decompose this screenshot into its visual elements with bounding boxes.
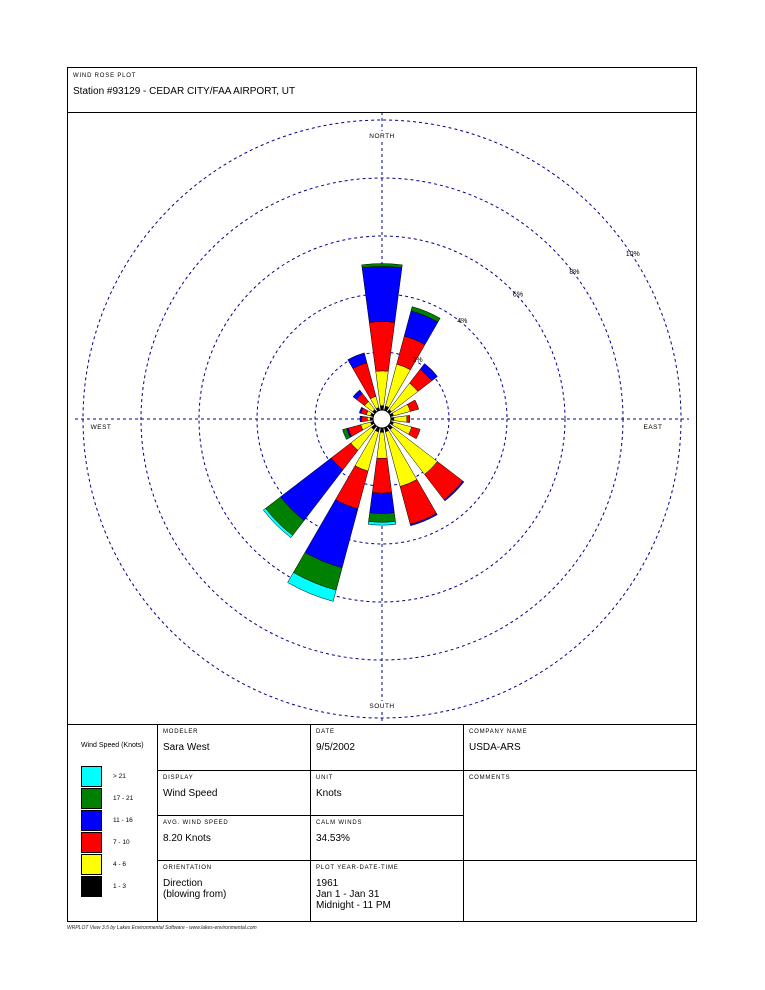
- plot-time-value: 1961 Jan 1 - Jan 31 Midnight - 11 PM: [316, 878, 391, 911]
- ring-label-10pct: 10%: [625, 251, 640, 259]
- orientation-cell: [158, 861, 310, 922]
- unit-value: Knots: [316, 788, 342, 799]
- petal-s-bin-4: [369, 513, 396, 523]
- company-cell: [464, 725, 697, 770]
- calm-winds-value: 34.53%: [316, 833, 350, 844]
- calm-winds-label: CALM WINDS: [316, 820, 363, 826]
- date-value: 9/5/2002: [316, 742, 355, 753]
- calm-circle: [373, 410, 391, 428]
- legend-swatch-7-10: [81, 832, 102, 853]
- petal-w-bin-1: [367, 417, 370, 421]
- report-caption: WIND ROSE PLOT: [73, 73, 137, 79]
- avg-speed-cell: [158, 816, 310, 860]
- station-title: Station #93129 - CEDAR CITY/FAA AIRPORT, UT: [73, 86, 296, 97]
- modeler-cell: [158, 725, 310, 770]
- petal-n-bin-1: [376, 371, 389, 406]
- legend-label-7-10: 7 - 10: [113, 839, 130, 846]
- legend-swatch-4-6: [81, 854, 102, 875]
- petal-e-bin-2: [407, 415, 410, 422]
- ring-label-6pct: 6%: [512, 291, 524, 299]
- ring-label-2pct: 2%: [412, 357, 423, 365]
- display-value: Wind Speed: [163, 788, 218, 799]
- legend-label-gt21: > 21: [113, 773, 126, 780]
- legend-label-1-3: 1 - 3: [113, 883, 127, 890]
- compass-west: WEST: [90, 424, 112, 431]
- legend-label-4-6: 4 - 6: [113, 861, 127, 868]
- petal-n-bin-2: [369, 322, 394, 372]
- comments-cell: [464, 771, 697, 860]
- display-cell: [158, 771, 310, 816]
- legend-swatch-17-21: [81, 788, 102, 809]
- display-label: DISPLAY: [163, 775, 194, 781]
- unit-label: UNIT: [316, 775, 334, 781]
- legend-title: Wind Speed (Knots): [81, 742, 144, 749]
- legend-swatch-1-3: [81, 876, 102, 897]
- date-label: DATE: [316, 729, 335, 735]
- legend-label-17-21: 17 - 21: [113, 795, 134, 802]
- modeler-label: MODELER: [163, 729, 199, 735]
- software-credit: WRPLOT View 3.5 by Lakes Environmental Software - www.lakes-environmental.com: [67, 925, 257, 931]
- legend-label-11-16: 11 - 16: [113, 817, 133, 824]
- wind-rose-chart: [68, 113, 696, 723]
- petal-n-bin-0: [380, 406, 383, 410]
- report-header: [68, 68, 696, 113]
- company-label: COMPANY NAME: [469, 729, 528, 735]
- petal-s-bin-2: [372, 458, 391, 493]
- legend-swatch-gt21: [81, 766, 102, 787]
- orientation-value: Direction (blowing from): [163, 878, 227, 900]
- modeler-value: Sara West: [163, 742, 210, 753]
- wind-rose-plot-area: [68, 113, 696, 725]
- legend-swatch-11-16: [81, 810, 102, 831]
- plot-time-label: PLOT YEAR-DATE-TIME: [316, 865, 399, 871]
- ring-label-8pct: 8%: [569, 268, 580, 276]
- info-panel: [68, 725, 696, 922]
- petal-s-bin-1: [377, 432, 387, 458]
- petal-w-bin-2: [361, 416, 367, 421]
- company-value: USDA-ARS: [469, 742, 521, 753]
- wind-rose-report: [67, 67, 697, 922]
- petal-s-bin-3: [370, 493, 395, 514]
- calm-winds-cell: [311, 816, 463, 860]
- speed-legend: [68, 725, 157, 922]
- petal-s-bin-0: [380, 428, 383, 432]
- ring-label-4pct: 4%: [457, 318, 468, 326]
- petal-e-bin-1: [394, 416, 407, 423]
- compass-north: NORTH: [369, 133, 395, 140]
- compass-east: EAST: [643, 424, 663, 431]
- avg-speed-label: AVG. WIND SPEED: [163, 820, 229, 826]
- unit-cell: [311, 771, 463, 816]
- avg-speed-value: 8.20 Knots: [163, 833, 211, 844]
- comments-label: COMMENTS: [469, 775, 511, 781]
- petal-w-bin-3: [360, 416, 362, 422]
- date-cell: [311, 725, 463, 770]
- plot-time-cell: [311, 861, 463, 922]
- petal-n-bin-3: [362, 266, 402, 322]
- compass-south: SOUTH: [369, 703, 395, 710]
- orientation-label: ORIENTATION: [163, 865, 212, 871]
